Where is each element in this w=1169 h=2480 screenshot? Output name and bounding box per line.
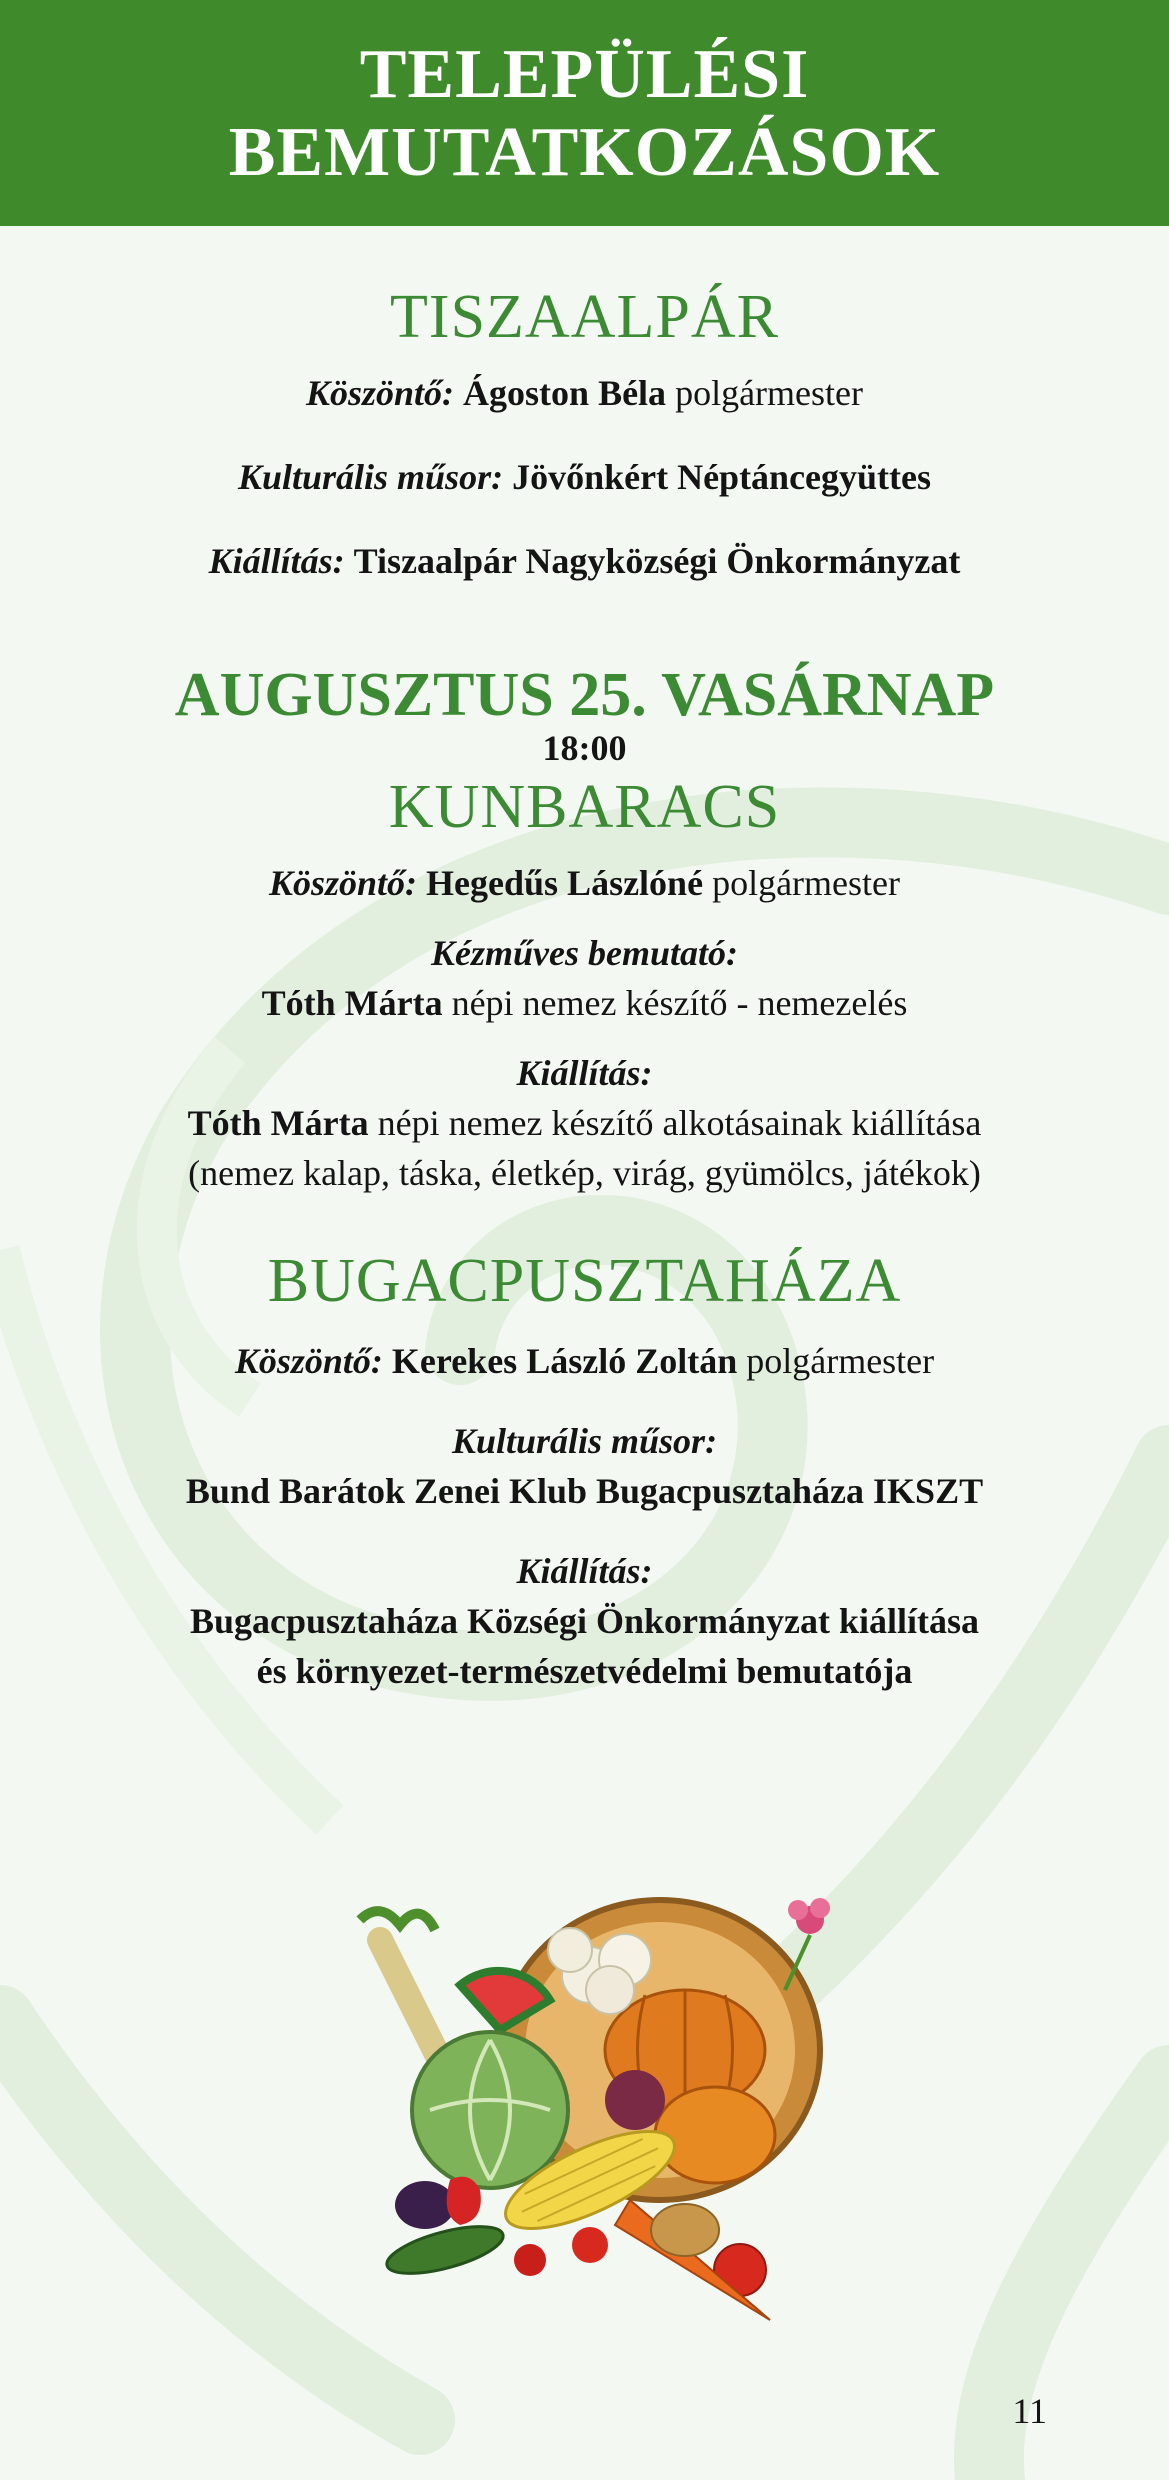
greeting-name: Kerekes László Zoltán — [391, 1341, 738, 1381]
onion-icon — [605, 2070, 665, 2130]
bugac-exhibition-label: Kiállítás: — [516, 1551, 653, 1591]
kunbaracs-exhibition-items: (nemez kalap, táska, életkép, virág, gyümölcs, játékok) — [188, 1153, 981, 1193]
kunbaracs-exhibition — [0, 1098, 1169, 1148]
greeting-role: polgármester — [746, 1341, 935, 1381]
section-title-tiszaalpar: TISZAALPÁR — [390, 283, 779, 351]
greeting-role: polgármester — [712, 863, 900, 903]
greeting-label: Köszöntő: — [269, 863, 418, 903]
culture-label: Kulturális műsor: — [237, 457, 504, 497]
bugac-culture-value: Bund Barátok Zenei Klub Bugacpusztaháza IKSZT — [185, 1471, 984, 1511]
kunbaracs-craft — [0, 978, 1169, 1028]
craft-desc: népi nemez készítő - nemezelés — [451, 983, 908, 1023]
header-line-2: BEMUTATKOZÁSOK — [228, 114, 941, 191]
section-title-kunbaracs: KUNBARACS — [388, 773, 781, 841]
culture-value: Jövőnkért Néptáncegyüttes — [512, 457, 932, 497]
cabbage-icon — [412, 2032, 568, 2188]
greeting-label: Köszöntő: — [306, 373, 455, 413]
kunbaracs-exhibition-label: Kiállítás: — [516, 1053, 653, 1093]
tiszaalpar-greeting — [0, 368, 1169, 418]
event-time: 18:00 — [542, 728, 627, 768]
greeting-role: polgármester — [675, 373, 863, 413]
date-heading: AUGUSZTUS 25. VASÁRNAP — [174, 661, 995, 729]
flower-icon — [785, 1898, 830, 1990]
section-title-bugacpusztahaza: BUGACPUSZTAHÁZA — [267, 1247, 902, 1315]
tiszaalpar-culture — [0, 452, 1169, 502]
exhibition-name: Tóth Márta — [187, 1103, 369, 1143]
craft-name: Tóth Márta — [261, 983, 443, 1023]
header-line-1: TELEPÜLÉSI — [359, 36, 810, 113]
page-number: 11 — [1012, 2391, 1047, 2431]
kunbaracs-greeting — [0, 858, 1169, 908]
bugac-exhibition-line-1: Bugacpusztaháza Községi Önkormányzat kiállítása — [189, 1601, 980, 1641]
vegetable-basket-illustration — [340, 1880, 830, 2330]
tiszaalpar-exhibition — [0, 536, 1169, 586]
greeting-label: Köszöntő: — [234, 1341, 383, 1381]
potato-icon — [651, 2204, 719, 2256]
pepper-icon — [447, 2177, 481, 2225]
kunbaracs-craft-label: Kézműves bemutató: — [431, 933, 738, 973]
page-header — [0, 0, 1169, 226]
exhibition-desc: népi nemez készítő alkotásainak kiállítása — [377, 1103, 982, 1143]
program-content — [0, 226, 1169, 1696]
bugac-culture-label: Kulturális műsor: — [451, 1421, 718, 1461]
exhibition-label: Kiállítás: — [208, 541, 345, 581]
greeting-name: Hegedűs Lászlóné — [426, 863, 704, 903]
greeting-name: Ágoston Béla — [463, 373, 667, 413]
bugac-exhibition-line-2: és környezet-természetvédelmi bemutatója — [256, 1651, 913, 1691]
eggplant-icon — [395, 2181, 455, 2229]
cucumber-icon — [382, 2217, 507, 2283]
bugac-greeting — [0, 1336, 1169, 1386]
exhibition-value: Tiszaalpár Nagyközségi Önkormányzat — [353, 541, 961, 581]
